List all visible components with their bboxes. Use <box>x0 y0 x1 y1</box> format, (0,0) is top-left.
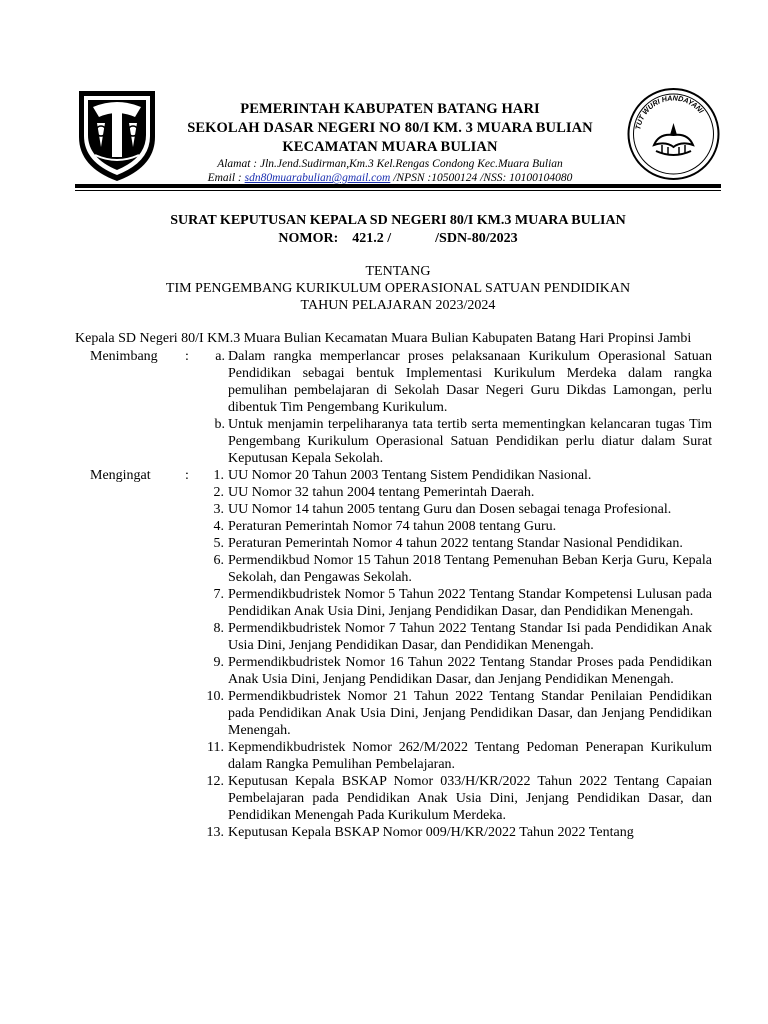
list-number: 7. <box>213 587 224 602</box>
list-text: Permendikbudristek Nomor 7 Tahun 2022 Tentang Standar Isi pada Pendidikan Anak Usia Dini, Jenjang Pendidikan Dasar, dan Pendidikan Menengah. <box>228 621 712 653</box>
list-text: Permendikbud Nomor 15 Tahun 2018 Tentang Pemenuhan Beban Kerja Guru, Kepala Sekolah, dan Pengawas Sekolah. <box>228 553 712 585</box>
list-number: 1. <box>213 468 224 483</box>
tut-wuri-handayani-emblem-icon <box>626 85 721 183</box>
list-item <box>75 518 712 535</box>
nomor-suffix: /SDN-80/2023 <box>435 231 518 246</box>
list-number: 2. <box>213 485 224 500</box>
list-number: 5. <box>213 536 224 551</box>
list-text: UU Nomor 20 Tahun 2003 Tentang Sistem Pendidikan Nasional. <box>228 468 592 483</box>
menimbang-item <box>75 348 712 416</box>
item-text: Dalam rangka memperlancar proses pelaksanaan Kurikulum Operasional Satuan Pendidikan sebagai bentuk Implementasi Kurikulum Merdeka dalam rangka pemulihan pembelajaran di Sekolah Dasar Negeri Guru Dikdas Lamongan, perlu dibentuk Tim Pengembang Kurikulum. <box>228 349 712 415</box>
menimbang-label: Menimbang <box>90 349 158 364</box>
list-item <box>75 467 712 484</box>
menimbang-colon: : <box>185 349 189 364</box>
list-number: 8. <box>213 621 224 636</box>
email-prefix: Email : <box>207 172 245 184</box>
document-body <box>75 330 712 841</box>
list-text: Peraturan Pemerintah Nomor 74 tahun 2008 tentang Guru. <box>228 519 557 534</box>
list-text: Keputusan Kepala BSKAP Nomor 033/H/KR/2022 Tahun 2022 Tentang Capaian Pembelajaran pada Pendidikan Anak Usia Dini, Jenjang Pendidikan Dasar, dan Pendidikan Menengah Pada Kurikulum Merdeka. <box>228 774 712 823</box>
list-item <box>75 501 712 518</box>
list-text: Kepmendikbudristek Nomor 262/M/2022 Tentang Pedoman Penerapan Kurikulum dalam Rangka Pemulihan Pembelajaran. <box>228 740 712 772</box>
item-marker: b. <box>214 417 225 432</box>
mengingat-label: Mengingat <box>90 468 151 483</box>
letterhead-school: SEKOLAH DASAR NEGERI NO 80/I KM. 3 MUARA BULIAN <box>187 120 593 136</box>
subject-line-2: TAHUN PELAJARAN 2023/2024 <box>300 298 496 313</box>
emblem-arc-text: TUT WURI HANDAYANI <box>633 93 706 131</box>
mengingat-colon: : <box>185 468 189 483</box>
list-item <box>75 688 712 739</box>
decree-title: SURAT KEPUTUSAN KEPALA SD NEGERI 80/I KM.3 MUARA BULIAN <box>170 213 626 228</box>
list-item <box>75 620 712 654</box>
list-item <box>75 484 712 501</box>
list-text: Permendikbudristek Nomor 5 Tahun 2022 Tentang Standar Kompetensi Lulusan pada Pendidikan Anak Usia Dini, Jenjang Pendidikan Dasar, dan Pendidikan Menengah. <box>228 587 712 619</box>
nomor-value: 421.2 / <box>352 231 392 246</box>
letterhead <box>160 100 620 185</box>
nomor-label: NOMOR: <box>278 231 339 246</box>
letterhead-rule-thick <box>75 184 721 188</box>
npsn-nss: /NPSN :10500124 /NSS: 10100104080 <box>390 172 573 184</box>
intro-paragraph: Kepala SD Negeri 80/I KM.3 Muara Bulian Kecamatan Muara Bulian Kabupaten Batang Hari Propinsi Jambi <box>75 331 692 346</box>
letterhead-contact <box>160 171 620 185</box>
email-link[interactable]: sdn80muarabulian@gmail.com <box>244 172 391 184</box>
list-item <box>75 773 712 824</box>
list-number: 10. <box>206 689 224 704</box>
list-text: UU Nomor 32 tahun 2004 tentang Pemerintah Daerah. <box>228 485 535 500</box>
mengingat-section <box>75 467 712 841</box>
list-number: 4. <box>213 519 224 534</box>
list-number: 9. <box>213 655 224 670</box>
list-text: Permendikbudristek Nomor 21 Tahun 2022 Tentang Standar Penilaian Pendidikan pada Pendidikan Anak Usia Dini, Jenjang Pendidikan Dasar, dan Jenjang Pendidikan Menengah. <box>228 689 712 738</box>
subject-line-1: TIM PENGEMBANG KURIKULUM OPERASIONAL SATUAN PENDIDIKAN <box>165 281 631 296</box>
list-item <box>75 739 712 773</box>
list-item <box>75 535 712 552</box>
list-number: 6. <box>213 553 224 568</box>
decree-number <box>75 231 721 247</box>
list-item <box>75 552 712 586</box>
list-item <box>75 824 712 841</box>
list-number: 12. <box>206 774 224 789</box>
letterhead-rule-thin <box>75 190 721 191</box>
list-item <box>75 586 712 620</box>
item-marker: a. <box>215 349 225 364</box>
list-text: UU Nomor 14 tahun 2005 tentang Guru dan Dosen sebagai tenaga Profesional. <box>228 502 672 517</box>
list-number: 13. <box>206 825 224 840</box>
menimbang-section <box>75 348 712 467</box>
school-emblem-icon <box>75 85 159 183</box>
letterhead-address: Alamat : Jln.Jend.Sudirman,Km.3 Kel.Rengas Condong Kec.Muara Bulian <box>217 158 563 170</box>
menimbang-item <box>75 416 712 467</box>
list-number: 11. <box>207 740 224 755</box>
list-text: Peraturan Pemerintah Nomor 4 tahun 2022 tentang Standar Nasional Pendidikan. <box>228 536 683 551</box>
list-text: Keputusan Kepala BSKAP Nomor 009/H/KR/2022 Tahun 2022 Tentang <box>228 825 634 840</box>
letterhead-district: KECAMATAN MUARA BULIAN <box>282 139 498 155</box>
list-text: Permendikbudristek Nomor 16 Tahun 2022 Tentang Standar Proses pada Pendidikan Anak Usia Dini, Jenjang Pendidikan Dasar, dan Jenjang Pendidikan Menengah. <box>228 655 712 687</box>
tentang-heading: TENTANG <box>365 264 431 279</box>
list-item <box>75 654 712 688</box>
item-text: Untuk menjamin terpeliharanya tata tertib serta mementingkan kelancaran tugas Tim Pengembang Kurikulum Operasional Satuan Pendidikan perlu diatur dalam Surat Keputusan Kepala Sekolah. <box>228 417 712 466</box>
list-number: 3. <box>213 502 224 517</box>
letterhead-government: PEMERINTAH KABUPATEN BATANG HARI <box>240 101 540 117</box>
